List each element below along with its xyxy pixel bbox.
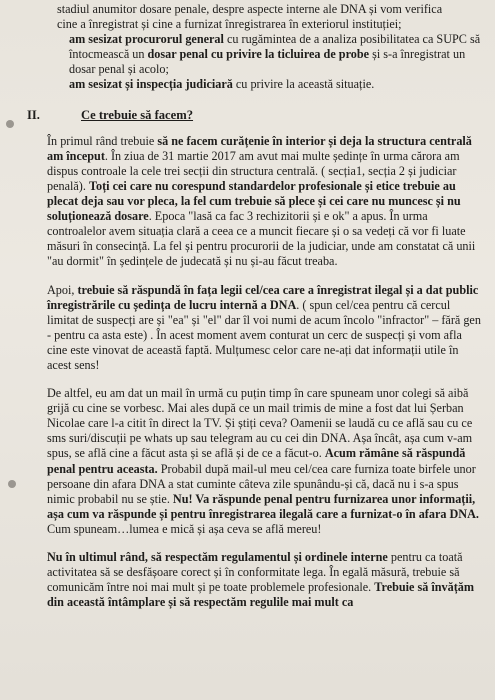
paragraph-text: În primul rând trebuie: [47, 133, 158, 148]
paragraph: [47, 134, 483, 270]
punch-hole-mark: [8, 480, 16, 488]
document-body: [27, 2, 483, 623]
bullet-text: și s-a înregistrat un dosar penal și acolo;: [69, 47, 466, 77]
bullet-bold-text: am sesizat procurorul general: [69, 32, 224, 47]
bullet-bold-text: dosar penal cu privire la ticluirea de probe: [147, 47, 370, 62]
paragraph-bold-text: trebuie să răspundă în fața legii cel/cea care a înregistrat ilegal și a dat public înregistrările cu ședința de lucru internă a DNA: [47, 282, 479, 312]
bullet-bold-text: am sesizat și inspecția judiciară: [69, 77, 233, 92]
section-heading: [27, 108, 483, 123]
paragraph-text: Cum spuneam…lumea e mică și așa ceva se află mereu!: [47, 521, 322, 536]
paragraph-bold-text: Trebuie să învățăm din această întâmplare și să respectăm regulile mai mult ca: [47, 580, 475, 610]
bullet-item: [57, 77, 483, 92]
section-number: II.: [27, 107, 40, 122]
paragraph-text: De altfel, eu am dat un mail în urmă cu puțin timp în care spuneam unor colegi să aibă grijă cu cine se vorbesc. Mai ales după ce un mail trimis de mine a fost dat lui Șerban Nicolae care l-a citit în direct la TV. Și știți ceva? Oamenii se laudă cu ce află sau cu ce sms suri/discuții pe whats up sau telegram au cu cei din DNA. Așa încât, așa cum v-am spus, se află cine a făcut asta și se află și de ce a făcut-o.: [47, 386, 473, 461]
bullet-text: cu rugămintea de a analiza posibilitatea ca SUPC să întocmească un: [69, 32, 481, 62]
intro-line: cine a înregistrat și cine a furnizat înregistrarea în exteriorul instituției;: [57, 17, 402, 32]
paragraph: [47, 283, 483, 374]
paragraph-bold-text: Acum rămâne să răspundă penal pentru aceasta.: [47, 446, 466, 476]
paragraph-bold-text: Nu! Va răspunde penal pentru furnizarea unor informații, așa cum va răspunde și pentru înregistrarea ilegală care a furnizat-o în afara DNA.: [47, 491, 479, 521]
section-title: Ce trebuie să facem?: [81, 107, 194, 122]
paragraph-bold-text: să ne facem curățenie în interior și deja la structura centrală am început: [47, 133, 472, 163]
paragraph-text: Probabil după mail-ul meu cel/cea care furniza toate birfele unor persoane din afara DNA a stat cuminte câteva zile spunându-și că, dacă nu i s-a spus nimic probabil nu se știe.: [47, 461, 476, 506]
binder-punch-marks: [6, 0, 28, 700]
paragraph: [47, 550, 483, 610]
paragraph-text: pentru ca toată activitatea să se desfășoare corect și în conformitate lega. În egală măsură, trebuie să comunicăm între noi mai mult și pe toate problemele profesionale.: [47, 550, 463, 595]
paragraph-text: Apoi,: [47, 282, 78, 297]
paragraph-text: . Epoca "lasă ca fac 3 rechizitorii și e ok" a apus. În urma controalelor avem situația clară a ceea ce a muncit fiecare și o sa vedeți că vor fi luate măsuri în consecință. La fel și pentru procurorii de la judiciar, unde am constatat că unii "au dormit" în ședințele de judecată și nu și-au făcut treaba.: [47, 209, 476, 269]
paragraph-text: . ( spun cel/cea pentru că cercul limitat de suspecți are și "ea" și "el" dar îl voi numi de acum încolo "infractor" – fără gen - pentru ca asta este) . În acest moment avem conturat un cerc de suspecți și vom afla cine este vinovat de această faptă. Mulțumesc celor care ne-ați dat informații utile în acest sens!: [47, 297, 481, 372]
paragraph-bold-text: Nu în ultimul rând, să respectăm regulamentul și ordinele interne: [47, 550, 388, 564]
intro-block: [57, 2, 483, 93]
bullet-text: cu privire la această situație.: [232, 77, 375, 92]
paragraph: [47, 386, 483, 537]
bullet-item: [57, 32, 483, 77]
paragraph-text: . În ziua de 31 martie 2017 am avut mai multe ședințe în urma cărora am dispus controale la cele trei secții din structura centrală. ( secția1, secția 2 și judiciar penală).: [47, 148, 460, 193]
paragraph-bold-text: Toți cei care nu corespund standardelor profesionale și etice trebuie au plecat deja sau vor pleca, la fel cum trebuie să plece și cei care nu muncesc și nu soluționează dosare: [47, 178, 461, 224]
punch-hole-mark: [6, 120, 14, 128]
intro-line: stadiul anumitor dosare penale, despre aspecte interne ale DNA și vom verifica: [57, 2, 443, 16]
